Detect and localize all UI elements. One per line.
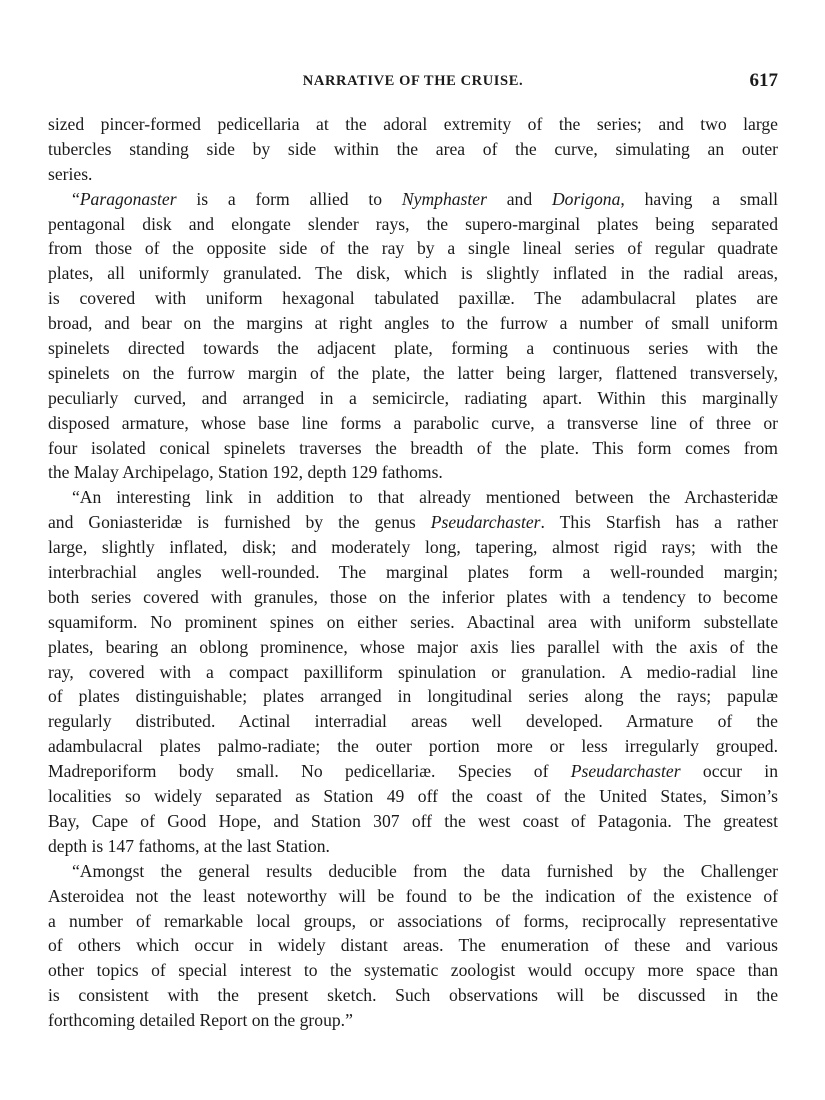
text-segment: spinelets on the furrow margin of the plate, the latter being larger, flattened transversely, [48,362,778,383]
text-line [48,933,778,958]
text-segment: plates, all uniformly granulated. The disk, which is slightly inflated in the radial areas, [48,263,778,284]
text-line [48,436,778,461]
text-segment: tubercles standing side by side within the area of the curve, simulating an outer [48,138,778,159]
text-segment: four isolated conical spinelets traverses the breadth of the plate. This form comes from [48,437,778,458]
text-segment: is covered with uniform hexagonal tabulated paxillæ. The adambulacral plates are [48,288,778,309]
text-segment: the Malay Archipelago, Station 192, depth 129 fathoms. [48,462,443,483]
text-line [48,958,778,983]
text-segment: Bay, Cape of Good Hope, and Station 307 off the west coast of Patagonia. The greatest [48,810,778,831]
text-line [48,361,778,386]
text-line [48,212,778,237]
text-line [48,1008,778,1033]
text-segment: Asteroidea not the least noteworthy will be found to be the indication of the existence of [48,885,778,906]
text-segment: . This Starfish has a rather [540,512,778,533]
text-line [48,660,778,685]
italic-term: Pseudarchaster [570,761,681,782]
text-line [48,336,778,361]
text-segment: large, slightly inflated, disk; and moderately long, tapering, almost rigid rays; with the [48,537,778,558]
text-line [48,834,778,859]
text-line [48,635,778,660]
text-segment: squamiform. No prominent spines on either series. Abactinal area with uniform substellate [48,611,778,632]
text-segment: is consistent with the present sketch. Such observations will be discussed in the [48,985,778,1006]
text-line [48,983,778,1008]
text-line [48,261,778,286]
text-segment: from those of the opposite side of the ray by a single lineal series of regular quadrate [48,238,778,259]
page-header [48,70,778,94]
text-segment: adambulacral plates palmo-radiate; the outer portion more or less irregularly grouped. [48,736,778,757]
text-segment: broad, and bear on the margins at right angles to the furrow a number of small uniform [48,313,778,334]
text-segment: localities so widely separated as Station 49 off the coast of the United States, Simon’s [48,786,778,807]
text-segment: plates, bearing an oblong prominence, whose major axis lies parallel with the axis of the [48,636,778,657]
text-line [48,137,778,162]
text-segment: of others which occur in widely distant areas. The enumeration of these and various [48,935,778,956]
text-segment: occur in [680,761,778,782]
text-segment: “An interesting link in addition to that already mentioned between the Archasteridæ [72,487,778,508]
text-segment: Madreporiform body small. No pedicellariæ. Species of [48,761,571,782]
text-line [48,386,778,411]
text-segment: , having a small [620,188,779,209]
text-segment: of plates distinguishable; plates arranged in longitudinal series along the rays; papulæ [48,686,778,707]
italic-term: Paragonaster [79,188,177,209]
text-segment: series. [48,163,93,184]
text-segment: both series covered with granules, those on the inferior plates with a tendency to become [48,586,778,607]
text-segment: interbrachial angles well-rounded. The marginal plates form a well-rounded margin; [48,562,778,583]
text-segment: “Amongst the general results deducible from the data furnished by the Challenger [72,860,778,881]
running-title: NARRATIVE OF THE CRUISE. [302,73,524,89]
text-line [48,485,778,510]
text-line [48,585,778,610]
text-segment: is a form allied to [176,188,402,209]
text-line [48,187,778,212]
text-line [48,411,778,436]
text-segment: depth is 147 fathoms, at the last Station. [48,835,330,856]
text-segment: and Goniasteridæ is furnished by the genus [48,512,431,533]
text-segment: regularly distributed. Actinal interradial areas well developed. Armature of the [48,711,778,732]
text-line [48,286,778,311]
text-line [48,560,778,585]
text-line [48,311,778,336]
text-line [48,909,778,934]
text-line [48,112,778,137]
text-line [48,784,778,809]
text-segment: sized pincer-formed pedicellaria at the adoral extremity of the series; and two large [48,114,778,134]
text-segment: ray, covered with a compact paxilliform spinulation or granulation. A medio-radial line [48,661,778,682]
text-line [48,236,778,261]
text-line [48,859,778,884]
text-segment: pentagonal disk and elongate slender rays, the supero-marginal plates being separated [48,213,778,234]
body-text [48,112,778,1033]
text-line [48,510,778,535]
text-line [48,809,778,834]
text-line [48,610,778,635]
text-segment: spinelets directed towards the adjacent plate, forming a continuous series with the [48,338,778,359]
italic-term: Pseudarchaster [430,512,541,533]
text-line [48,759,778,784]
text-line [48,734,778,759]
text-line [48,709,778,734]
text-segment: “ [72,188,80,209]
italic-term: Dorigona [551,188,621,209]
text-line [48,684,778,709]
text-segment: other topics of special interest to the systematic zoologist would occupy more space than [48,960,778,981]
text-line [48,535,778,560]
page-number: 617 [749,70,778,91]
text-segment: forthcoming detailed Report on the group.” [48,1010,353,1031]
text-segment: peculiarly curved, and arranged in a semicircle, radiating apart. Within this marginally [48,387,778,408]
text-segment: disposed armature, whose base line forms a parabolic curve, a transverse line of three or [48,412,778,433]
text-segment: a number of remarkable local groups, or associations of forms, reciprocally representative [48,910,778,931]
text-line [48,884,778,909]
text-line [48,162,778,187]
text-line [48,460,778,485]
italic-term: Nymphaster [401,188,487,209]
text-segment: and [486,188,552,209]
